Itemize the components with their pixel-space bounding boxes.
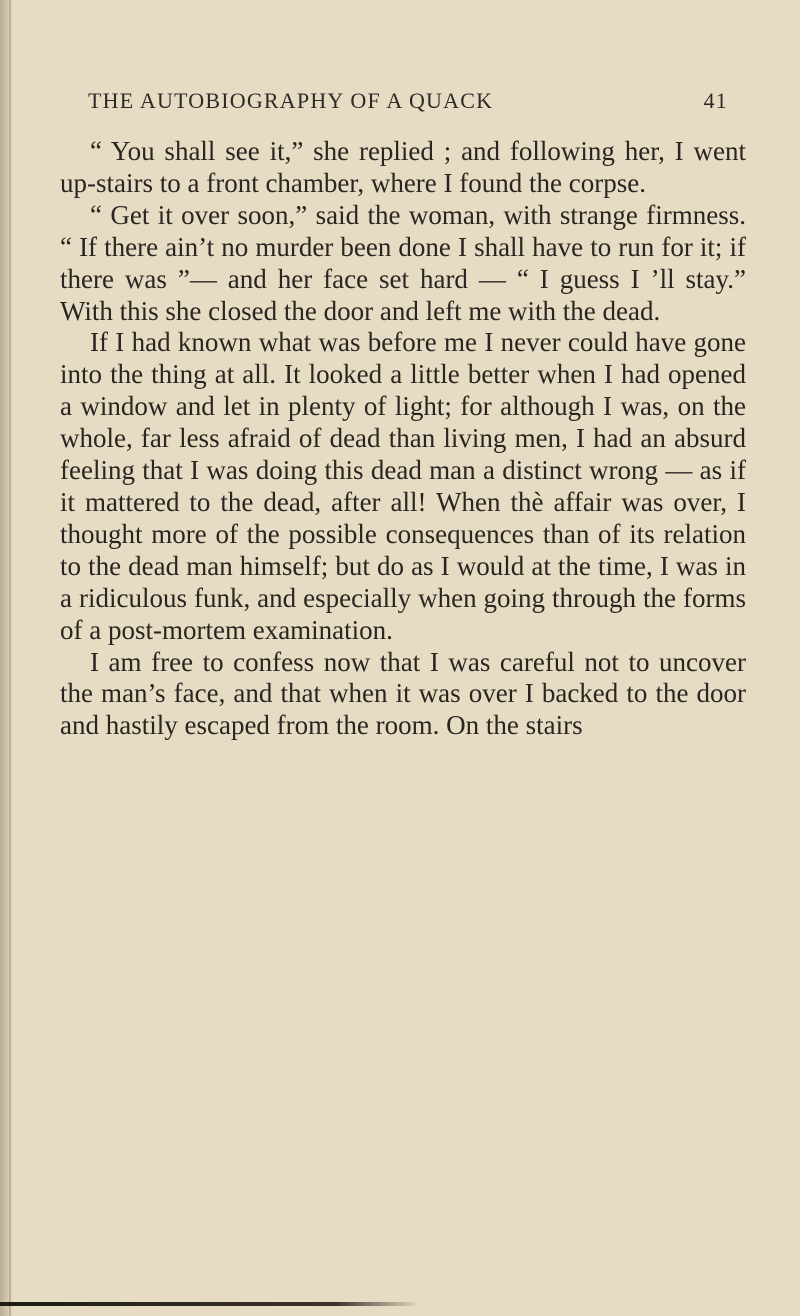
body-text [60, 136, 746, 742]
running-head-title: THE AUTOBIOGRAPHY OF A QUACK [88, 88, 494, 113]
paragraph-4: I am free to confess now that I was careful not to uncover the man’s face, and that when it was over I backed to the door and hastily escaped from the room. On the stairs [60, 646, 746, 741]
page-number: 41 [703, 88, 728, 113]
paragraph-3: If I had known what was before me I never could have gone into the thing at all. It looked a little better when I had opened a window and let in plenty of light; for although I was, on the whole, far less afraid of dead than living men, I had an absurd feeling that I was doing this dead man a distinct wrong — as if it mattered to the dead, after all! When thè affair was over, I thought more of the possible consequences than of its relation to the dead man himself; but do as I would at the time, I was in a ridiculous funk, and especially when going through the forms of a post-mortem examination. [60, 327, 746, 645]
page-gutter-shadow [0, 0, 14, 1316]
paragraph-2: “ Get it over soon,” said the woman, with strange firmness. “ If there ain’t no murder been done I shall have to run for it; if there was ”— and her face set hard — “ I guess I ’ll stay.” With this she closed the door and left me with the dead. [60, 199, 746, 326]
paragraph-1: “ You shall see it,” she replied ; and following her, I went up-stairs to a front chamber, where I found the corpse. [60, 136, 746, 198]
page-gutter-line [9, 0, 11, 1316]
running-head [88, 88, 728, 120]
bottom-page-edge [0, 1302, 420, 1306]
